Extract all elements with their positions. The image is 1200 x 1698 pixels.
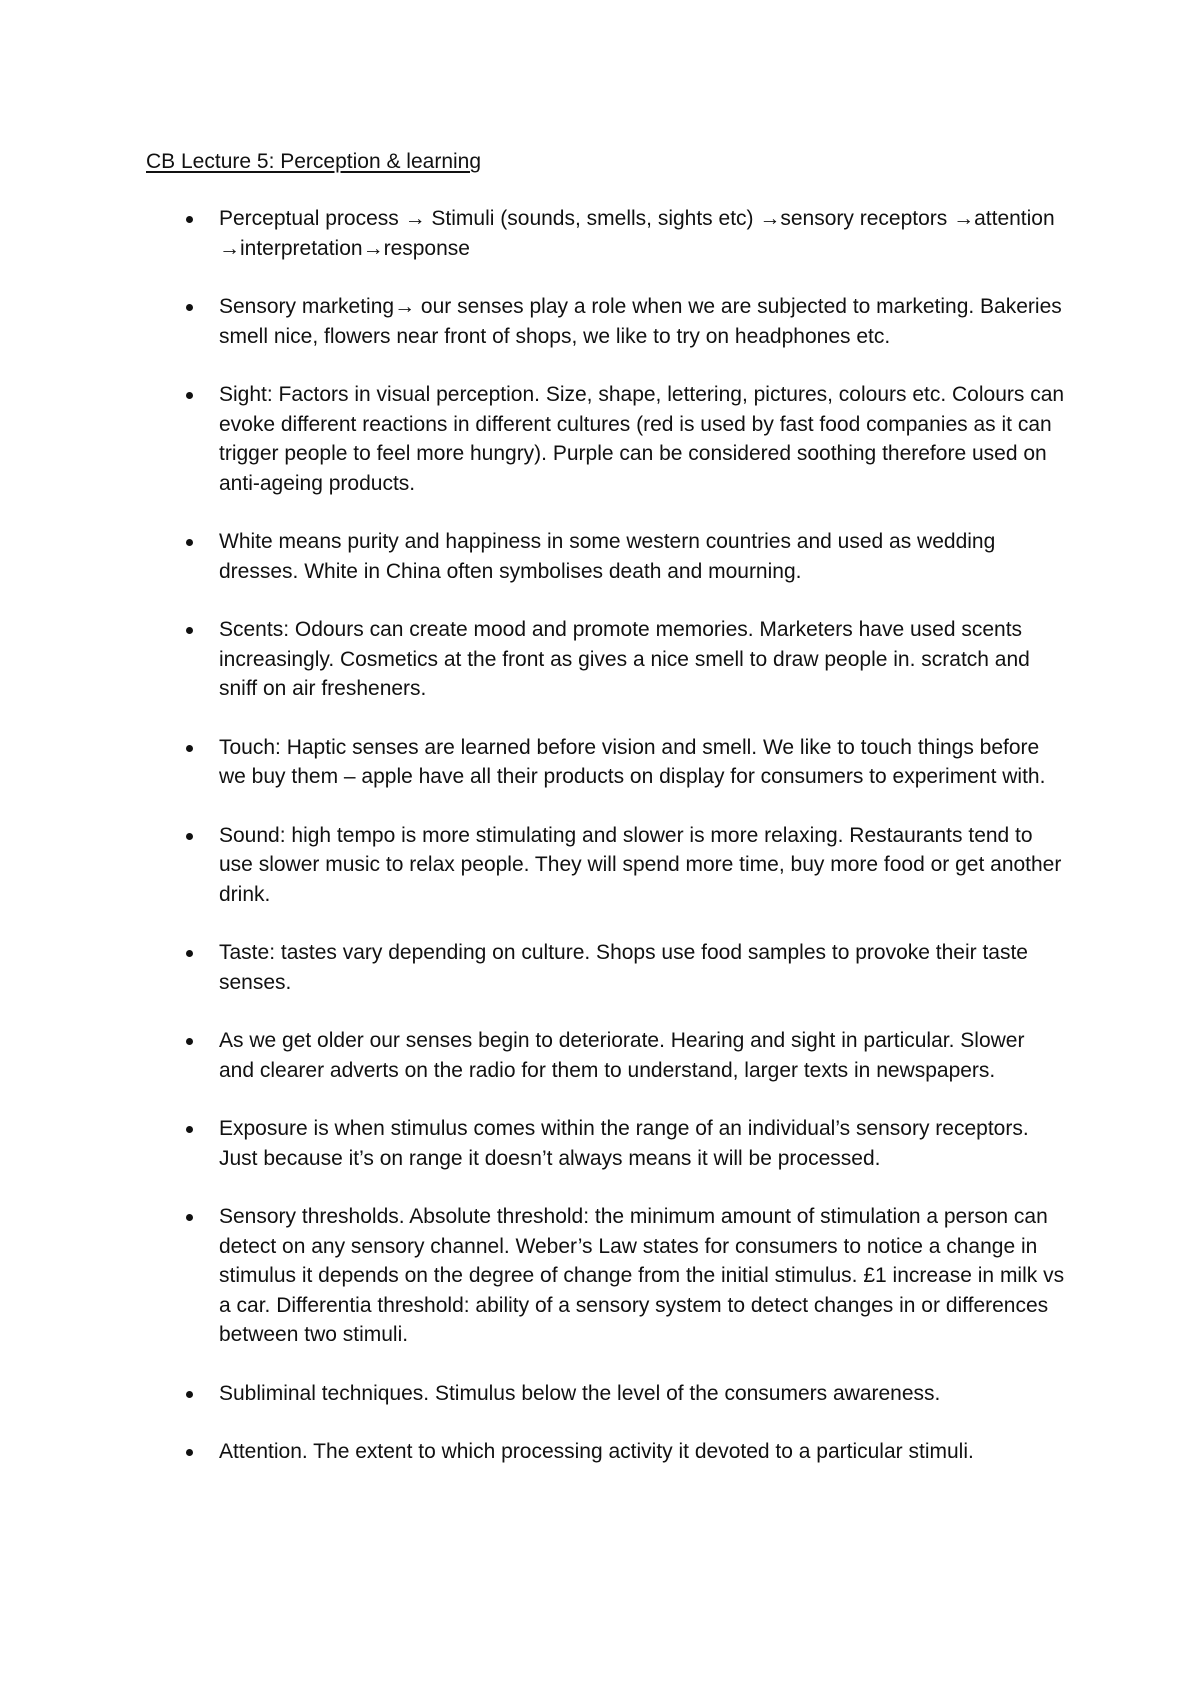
bullet-icon (186, 833, 193, 840)
bullet-icon (186, 1038, 193, 1045)
list-item (0, 615, 1065, 704)
list-item-text: Sight: Factors in visual perception. Size, shape, lettering, pictures, colours etc. Colours can evoke different reactions in different cultures (red is used by fast food companies as it can trigger people to feel more hungry). Purple can be considered soothing therefore used on anti-ageing products. (219, 383, 1065, 495)
bullet-icon (186, 216, 193, 223)
bullet-icon (186, 1126, 193, 1133)
bullet-list (0, 204, 1200, 1496)
list-item (0, 204, 1065, 263)
list-item-text: Attention. The extent to which processing activity it devoted to a particular stimuli. (219, 1440, 974, 1463)
bullet-icon (186, 1391, 193, 1398)
list-item-text: Exposure is when stimulus comes within the range of an individual’s sensory receptors. Just because it’s on range it doesn’t always means it will be processed. (219, 1117, 1029, 1170)
bullet-icon (186, 392, 193, 399)
list-item-text: White means purity and happiness in some western countries and used as wedding dresses. White in China often symbolises death and mourning. (219, 530, 996, 583)
bullet-icon (186, 745, 193, 752)
list-item-text: Subliminal techniques. Stimulus below the level of the consumers awareness. (219, 1381, 941, 1405)
bullet-icon (186, 304, 193, 311)
list-item (0, 938, 1065, 997)
bullet-icon (186, 1214, 193, 1221)
list-item (0, 292, 1065, 351)
bullet-icon (186, 539, 193, 546)
list-item-text: Sensory marketing→ our senses play a role when we are subjected to marketing. Bakeries smell nice, flowers near front of shops, we like to try on headphones etc. (219, 295, 1062, 348)
list-item (0, 1202, 1065, 1350)
list-item (0, 733, 1065, 792)
list-item-text: Sound: high tempo is more stimulating and slower is more relaxing. Restaurants tend to use slower music to relax people. They will spend more time, buy more food or get another drink. (219, 823, 1062, 906)
list-item (0, 1114, 1065, 1173)
bullet-icon (186, 950, 193, 957)
list-item-text: Sensory thresholds. Absolute threshold: the minimum amount of stimulation a person can detect on any sensory channel. Weber’s Law states for consumers to notice a change in stimulus it depends on the degree of change from the initial stimulus. £1 increase in milk vs a car. Differentia threshold: ability of a sensory system to detect changes in or differences between two stimuli. (219, 1205, 1065, 1346)
list-item (0, 1379, 1065, 1409)
list-item-text: Scents: Odours can create mood and promote memories. Marketers have used scents increasingly. Cosmetics at the front as gives a nice smell to draw people in. scratch and sniff on air fresheners. (219, 618, 1030, 700)
page-title: CB Lecture 5: Perception & learning (146, 150, 482, 173)
list-item-text: Touch: Haptic senses are learned before vision and smell. We like to touch things before we buy them – apple have all their products on display for consumers to experiment with. (219, 735, 1046, 788)
list-item (0, 821, 1065, 910)
bullet-icon (186, 627, 193, 634)
list-item (0, 527, 1065, 586)
bullet-icon (186, 1449, 193, 1456)
list-item-text: Taste: tastes vary depending on culture. Shops use food samples to provoke their taste senses. (219, 941, 1028, 994)
list-item-text: As we get older our senses begin to deteriorate. Hearing and sight in particular. Slower and clearer adverts on the radio for them to understand, larger texts in newspapers. (219, 1029, 1025, 1082)
list-item (0, 380, 1065, 498)
list-item-text: Perceptual process → Stimuli (sounds, smells, sights etc) →sensory receptors →attention →interpretation→response (219, 207, 1055, 260)
list-item (0, 1437, 1065, 1467)
list-item (0, 1026, 1065, 1085)
